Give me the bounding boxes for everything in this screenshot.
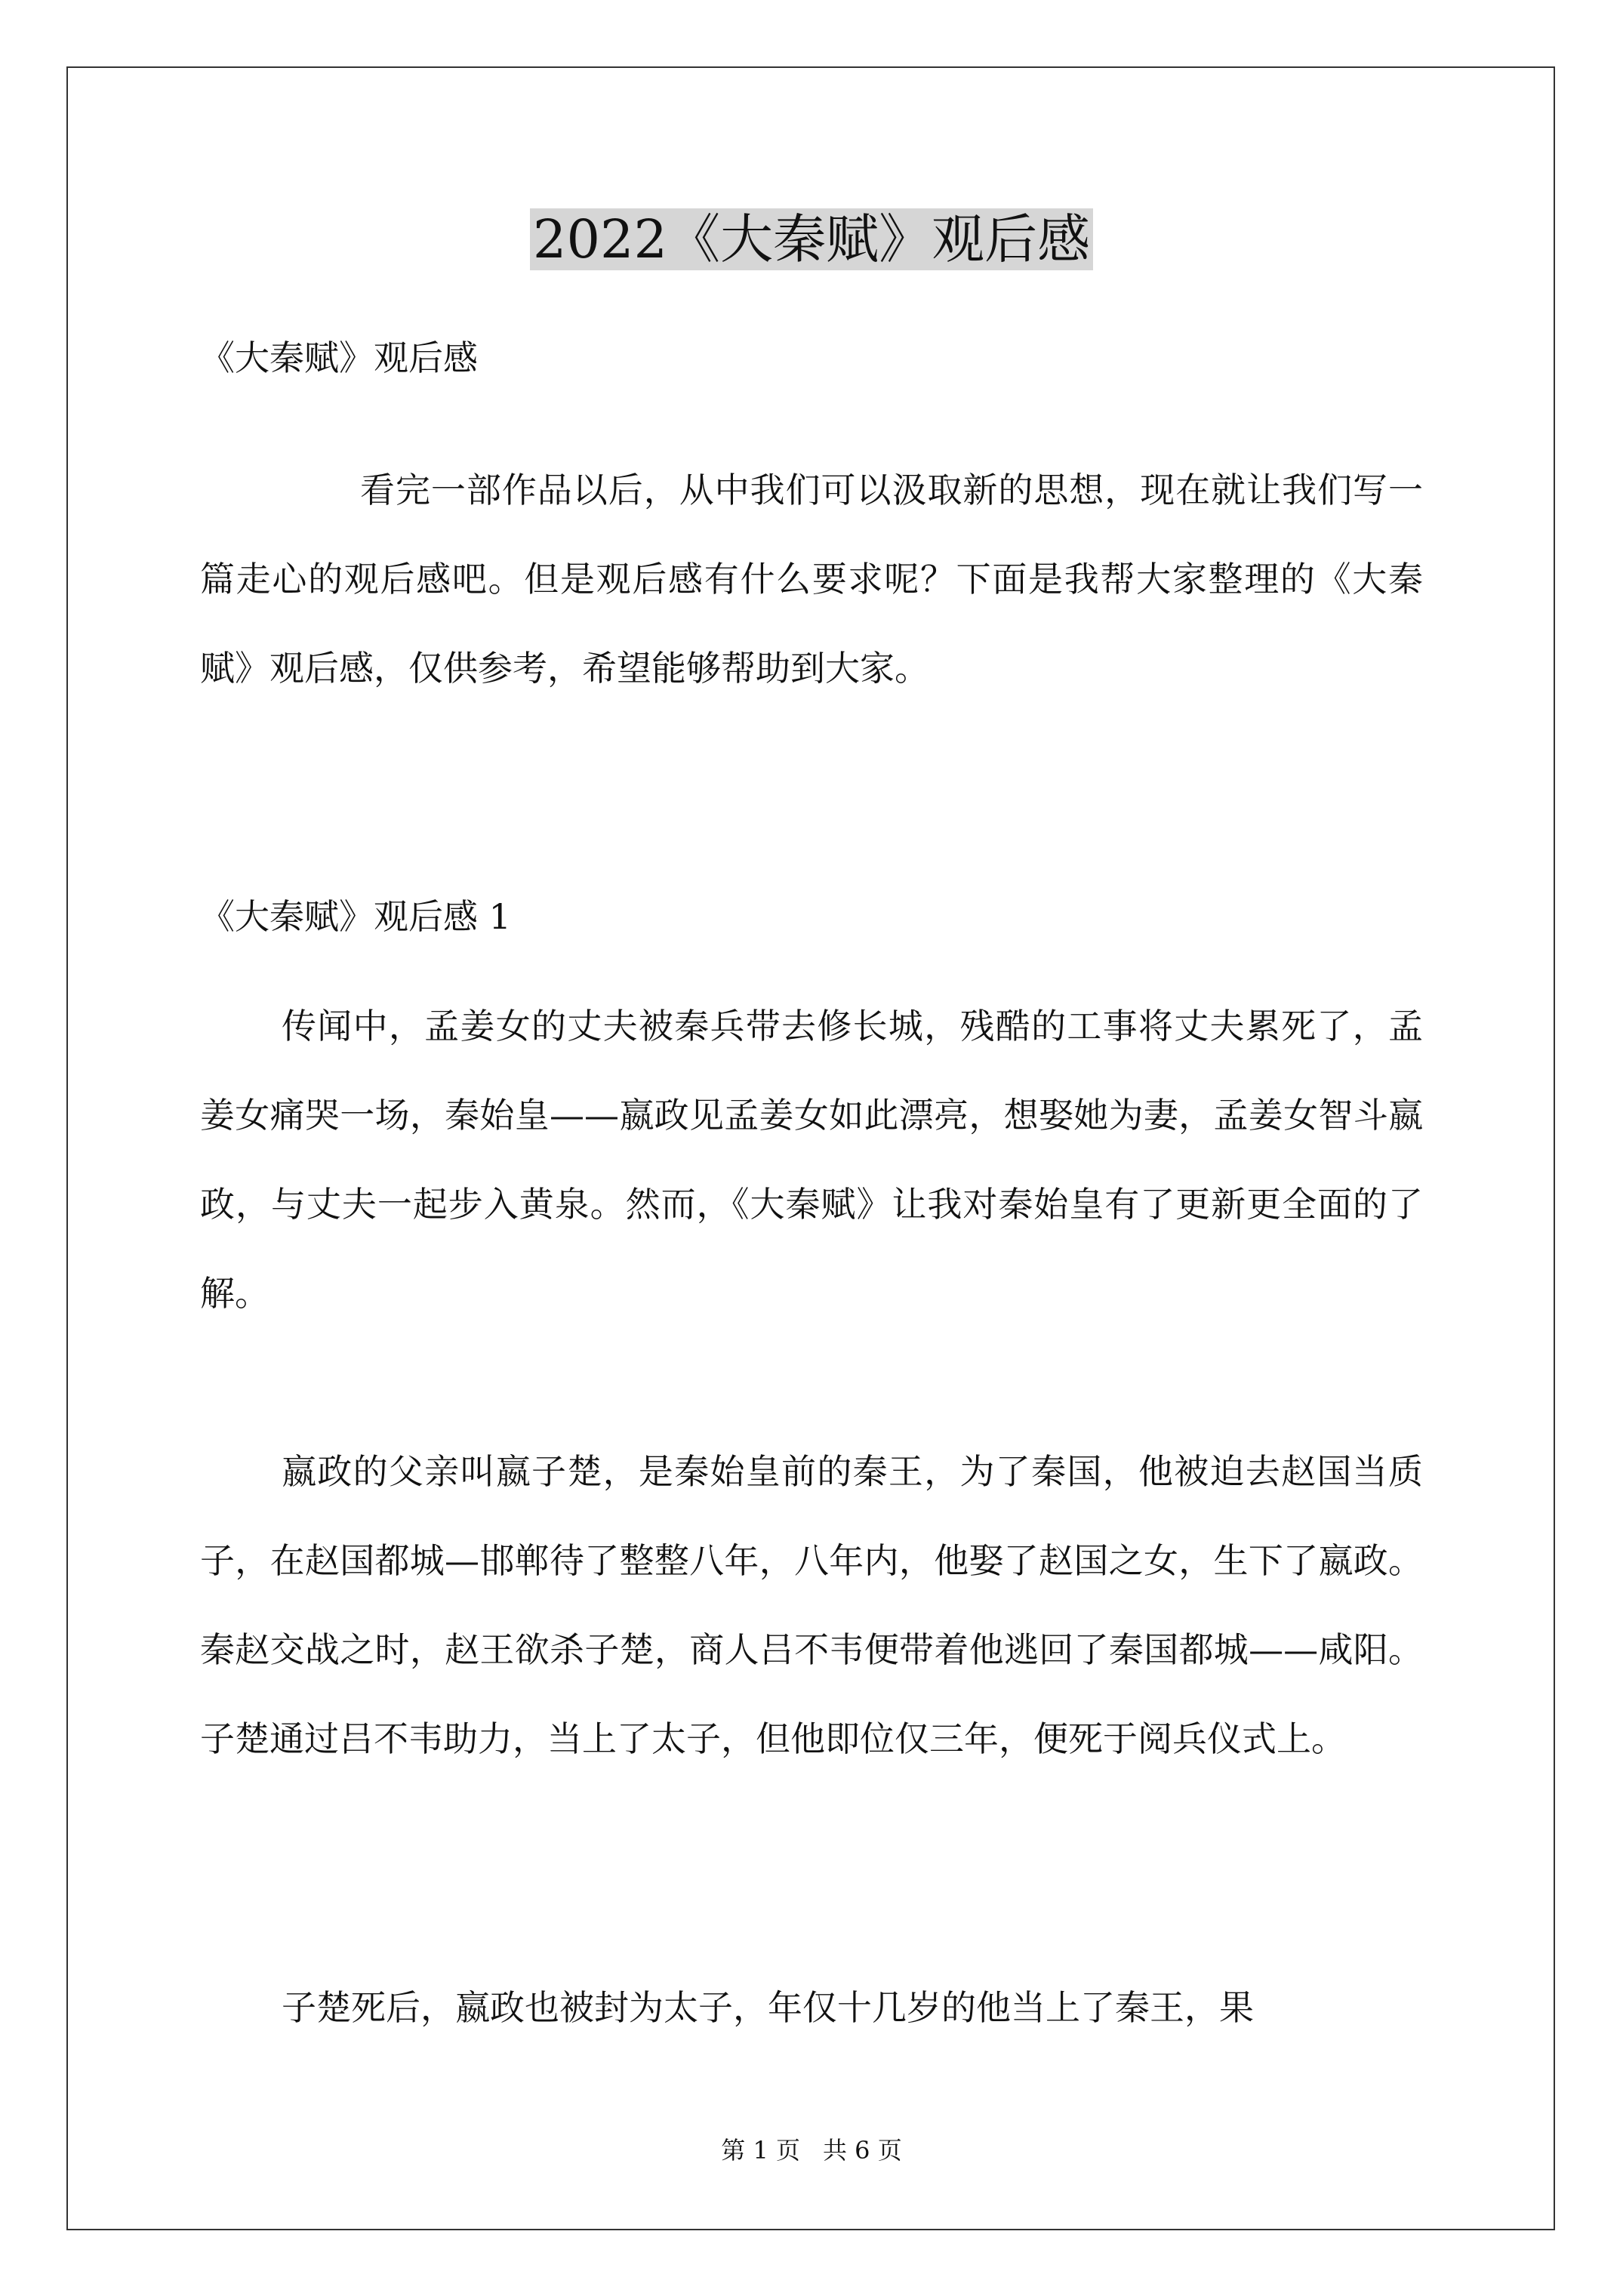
body-paragraph-3: 子楚死后，嬴政也被封为太子，年仅十几岁的他当上了秦王，果 (282, 1987, 1254, 2028)
body-paragraph-2: 嬴政的父亲叫嬴子楚，是秦始皇前的秦王，为了秦国，他被迫去赵国当质子，在赵国都城—邯郸待了整整八年，八年内，他娶了赵国之女，生下了嬴政。秦赵交战之时，赵王欲杀子楚，商人吕不韦便带着他逃回了秦国都城——咸阳。子楚通过吕不韦助力，当上了太子，但他即位仅三年，便死于阅兵仪式上。 (200, 1451, 1423, 1759)
page-total: 共 6 页 (823, 2136, 902, 2165)
document-title-text: 2022《大秦赋》观后感 (530, 208, 1093, 270)
body-paragraph-1: 传闻中，孟姜女的丈夫被秦兵带去修长城，残酷的工事将丈夫累死了，孟姜女痛哭一场，秦始皇——嬴政见孟姜女如此漂亮，想娶她为妻，孟姜女智斗嬴政，与丈夫一起步入黄泉。然而，《大秦赋》让我对秦始皇有了更新更全面的了解。 (200, 1006, 1423, 1314)
section-heading: 《大秦赋》观后感 1 (200, 896, 511, 937)
intro-paragraph: 看完一部作品以后，从中我们可以汲取新的思想，现在就让我们写一篇走心的观后感吧。但是观后感有什么要求呢？下面是我帮大家整理的《大秦赋》观后感，仅供参考，希望能够帮助到大家。 (200, 470, 1423, 689)
document-title (0, 198, 1623, 281)
page-footer (0, 2135, 1623, 2165)
page-number: 第 1 页 (721, 2136, 800, 2165)
document-subtitle: 《大秦赋》观后感 (200, 337, 478, 378)
